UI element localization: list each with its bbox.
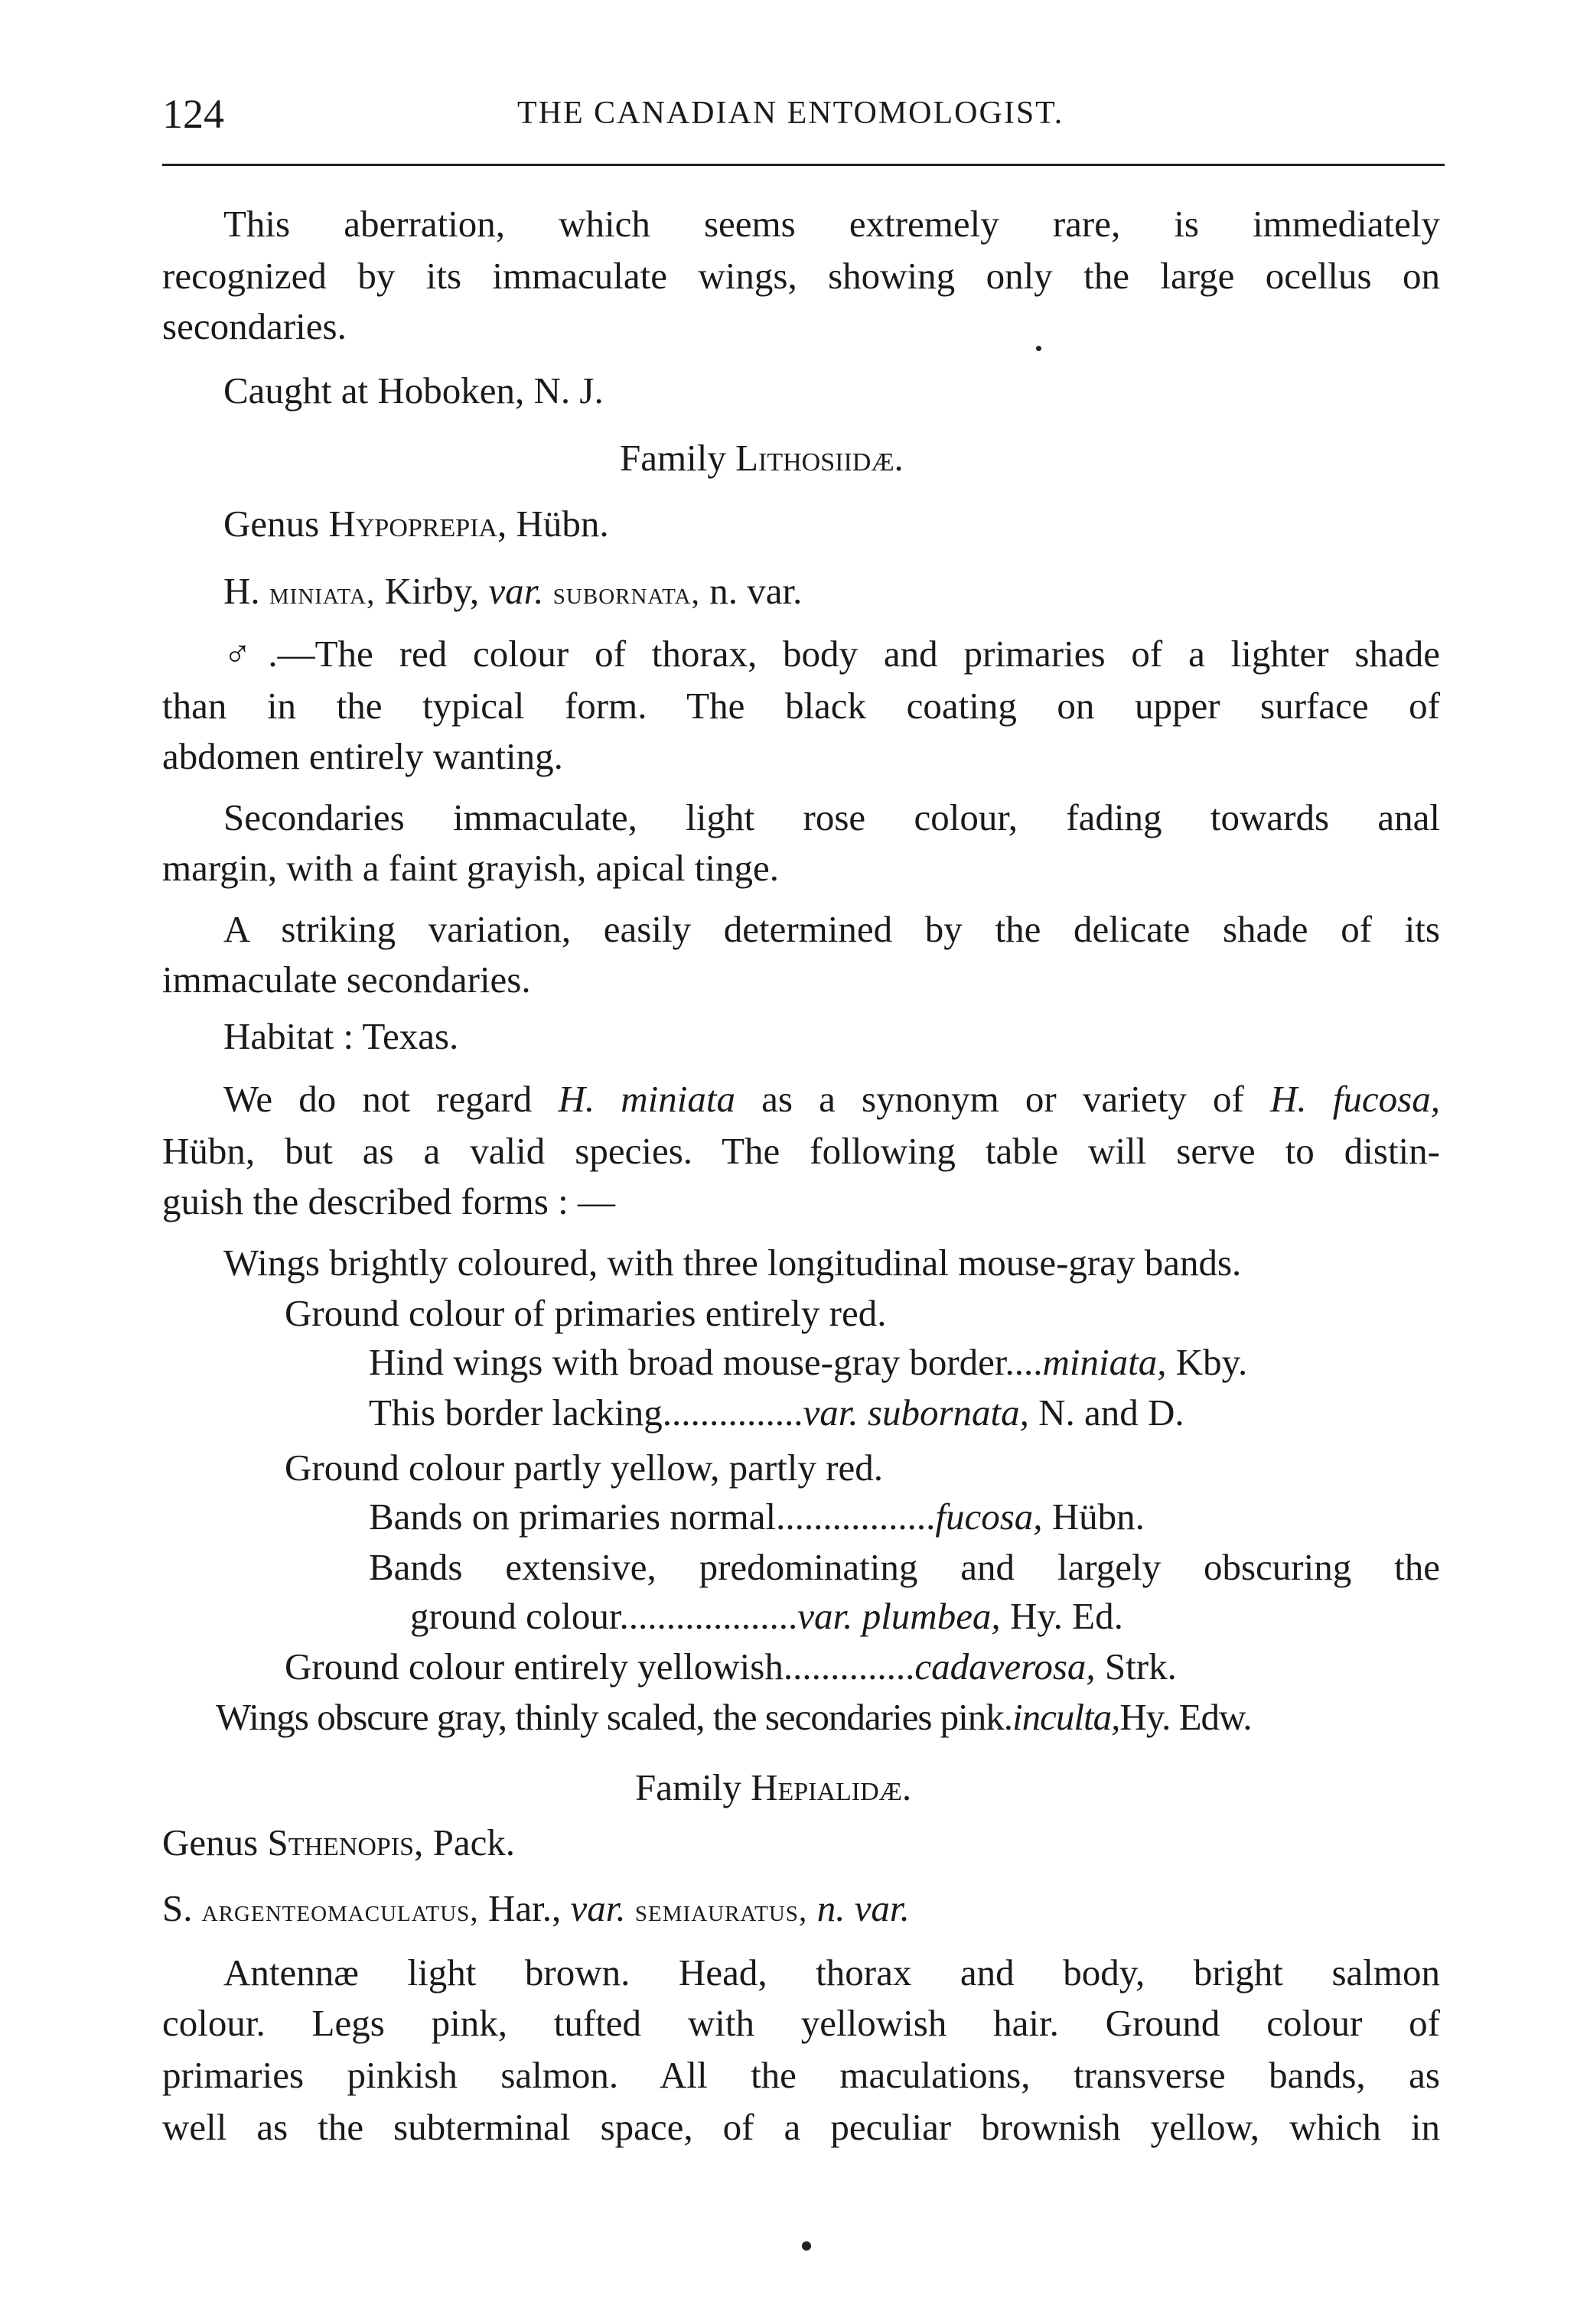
- header-rule: [162, 164, 1445, 166]
- regard-d: H. fucosa,: [1270, 1078, 1440, 1120]
- male-desc-line2: than in the typical form. The black coating on upper surface of: [162, 685, 1440, 727]
- key-row10-text: Wings obscure gray, thinly scaled, the secondaries pink.: [216, 1696, 1013, 1738]
- genus-sthenopis: [162, 1816, 515, 1870]
- key-row1: Wings brightly coloured, with three longitudinal mouse-gray bands.: [223, 1242, 1242, 1284]
- key-row6: [369, 1495, 1145, 1538]
- antennae-line2: colour. Legs pink, tufted with yellowish hair. Ground colour of: [162, 2002, 1440, 2044]
- key-row10-author: Hy. Edw.: [1119, 1696, 1252, 1738]
- antennae-line4: well as the subterminal space, of a peculiar brownish yellow, which in: [162, 2106, 1440, 2148]
- antennae-line3: primaries pinkish salmon. All the maculations, transverse bands, as: [162, 2054, 1440, 2096]
- habitat-line: Habitat : Texas.: [223, 1015, 459, 1057]
- regard-a: We do not regard: [223, 1078, 533, 1120]
- caught-line: Caught at Hoboken, N. J.: [223, 369, 604, 412]
- species2-abbr: S.: [162, 1887, 193, 1929]
- var-suffix: n. var.: [709, 570, 803, 612]
- key-row10-name: inculta,: [1012, 1696, 1120, 1738]
- male-desc-line3: abdomen entirely wanting.: [162, 735, 563, 777]
- key-row8-text: ground colour...................: [410, 1595, 798, 1637]
- key-row10: [216, 1695, 1251, 1739]
- species2-var-name: semiauratus,: [634, 1893, 808, 1929]
- key-row8: [410, 1594, 1123, 1638]
- key-row9-text: Ground colour entirely yellowish..............: [285, 1645, 915, 1688]
- key-row9-name: cadaverosa,: [914, 1645, 1096, 1688]
- species2-author: Har.,: [488, 1887, 562, 1929]
- secondaries-line1: Secondaries immaculate, light rose colour, fading towards anal: [223, 796, 1440, 838]
- species-argenteomaculatus-heading: [162, 1882, 910, 1938]
- footer-dot-mark: [802, 2241, 811, 2251]
- species2-name: argenteomaculatus,: [201, 1893, 479, 1929]
- regard-b: H. miniata: [558, 1078, 735, 1120]
- antennae-line1: Antennæ light brown. Head, thorax and body, bright salmon: [223, 1951, 1440, 1994]
- male-desc-line1: [223, 632, 1440, 675]
- genus2-name: Sthenopis,: [267, 1821, 424, 1863]
- family-hepialidae-heading: [635, 1761, 911, 1815]
- key-row4-text: This border lacking...............: [369, 1391, 803, 1434]
- family-name: Lithosiidæ.: [735, 437, 904, 479]
- family2-prefix: Family: [635, 1766, 741, 1808]
- regard-c: as a synonym or variety of: [761, 1078, 1244, 1120]
- genus-name: Hypoprepia,: [328, 503, 507, 545]
- key-row9-author: Strk.: [1104, 1645, 1177, 1688]
- key-row3-name: miniata,: [1042, 1341, 1167, 1383]
- genus2-prefix: Genus: [162, 1821, 259, 1863]
- speck-mark: [1036, 346, 1041, 351]
- genus2-author: Pack.: [432, 1821, 516, 1863]
- key-row6-text: Bands on primaries normal.................: [369, 1496, 936, 1538]
- species-miniata-heading: [223, 565, 802, 620]
- secondaries-line2: margin, with a faint grayish, apical tinge.: [162, 847, 780, 889]
- family2-name: Hepialidæ.: [751, 1766, 912, 1808]
- regard-line2: Hübn, but as a valid species. The following table will serve to distin-: [162, 1130, 1440, 1172]
- key-row4-name: subornata,: [867, 1391, 1029, 1434]
- para1-line2: recognized by its immaculate wings, showing only the large ocellus on: [162, 255, 1440, 297]
- key-row9: [285, 1645, 1177, 1688]
- para1-line1: This aberration, which seems extremely rare, is immediately: [223, 203, 1440, 245]
- key-row6-name: fucosa,: [935, 1496, 1043, 1538]
- para1-line3: secondaries.: [162, 305, 347, 347]
- var-name: subornata,: [552, 576, 700, 611]
- family-prefix: Family: [620, 437, 726, 479]
- key-row8-var: var.: [797, 1595, 853, 1637]
- species2-suffix: n. var.: [816, 1887, 910, 1929]
- genus-prefix: Genus: [223, 503, 320, 545]
- species2-var-label: var.: [570, 1887, 626, 1929]
- key-row8-name: plumbea,: [862, 1595, 1001, 1637]
- key-row3: [369, 1340, 1247, 1384]
- striking-line1: A striking variation, easily determined by the delicate shade of its: [223, 908, 1440, 950]
- species-name: miniata,: [269, 576, 376, 611]
- key-row2: Ground colour of primaries entirely red.: [285, 1292, 887, 1334]
- genus-hypoprepia: [223, 497, 609, 551]
- key-row3-text: Hind wings with broad mouse-gray border....: [369, 1341, 1043, 1383]
- key-row3-author: Kby.: [1175, 1341, 1248, 1383]
- key-row4: [369, 1391, 1184, 1434]
- key-row4-var: var.: [803, 1391, 859, 1434]
- genus-author: Hübn.: [516, 503, 609, 545]
- key-row5: Ground colour partly yellow, partly red.: [285, 1447, 883, 1489]
- key-row6-author: Hübn.: [1051, 1496, 1145, 1538]
- striking-line2: immaculate secondaries.: [162, 959, 531, 1001]
- regard-line1: [223, 1077, 1440, 1121]
- key-row4-author: N. and D.: [1038, 1391, 1184, 1434]
- key-row7: Bands extensive, predominating and largely obscuring the: [369, 1546, 1440, 1588]
- running-title: THE CANADIAN ENTOMOLOGIST.: [517, 96, 1064, 131]
- var-label: var.: [488, 570, 544, 612]
- key-row8-author: Hy. Ed.: [1009, 1595, 1123, 1637]
- regard-line3: guish the described forms : —: [162, 1180, 615, 1222]
- page-number: 124: [162, 91, 224, 137]
- male-desc-text: .—The red colour of thorax, body and primaries of a lighter shade: [268, 633, 1440, 675]
- species-author: Kirby,: [384, 570, 480, 612]
- species-abbr: H.: [223, 570, 260, 612]
- male-symbol: ♂: [223, 633, 269, 675]
- family-lithosiidae-heading: [620, 431, 904, 485]
